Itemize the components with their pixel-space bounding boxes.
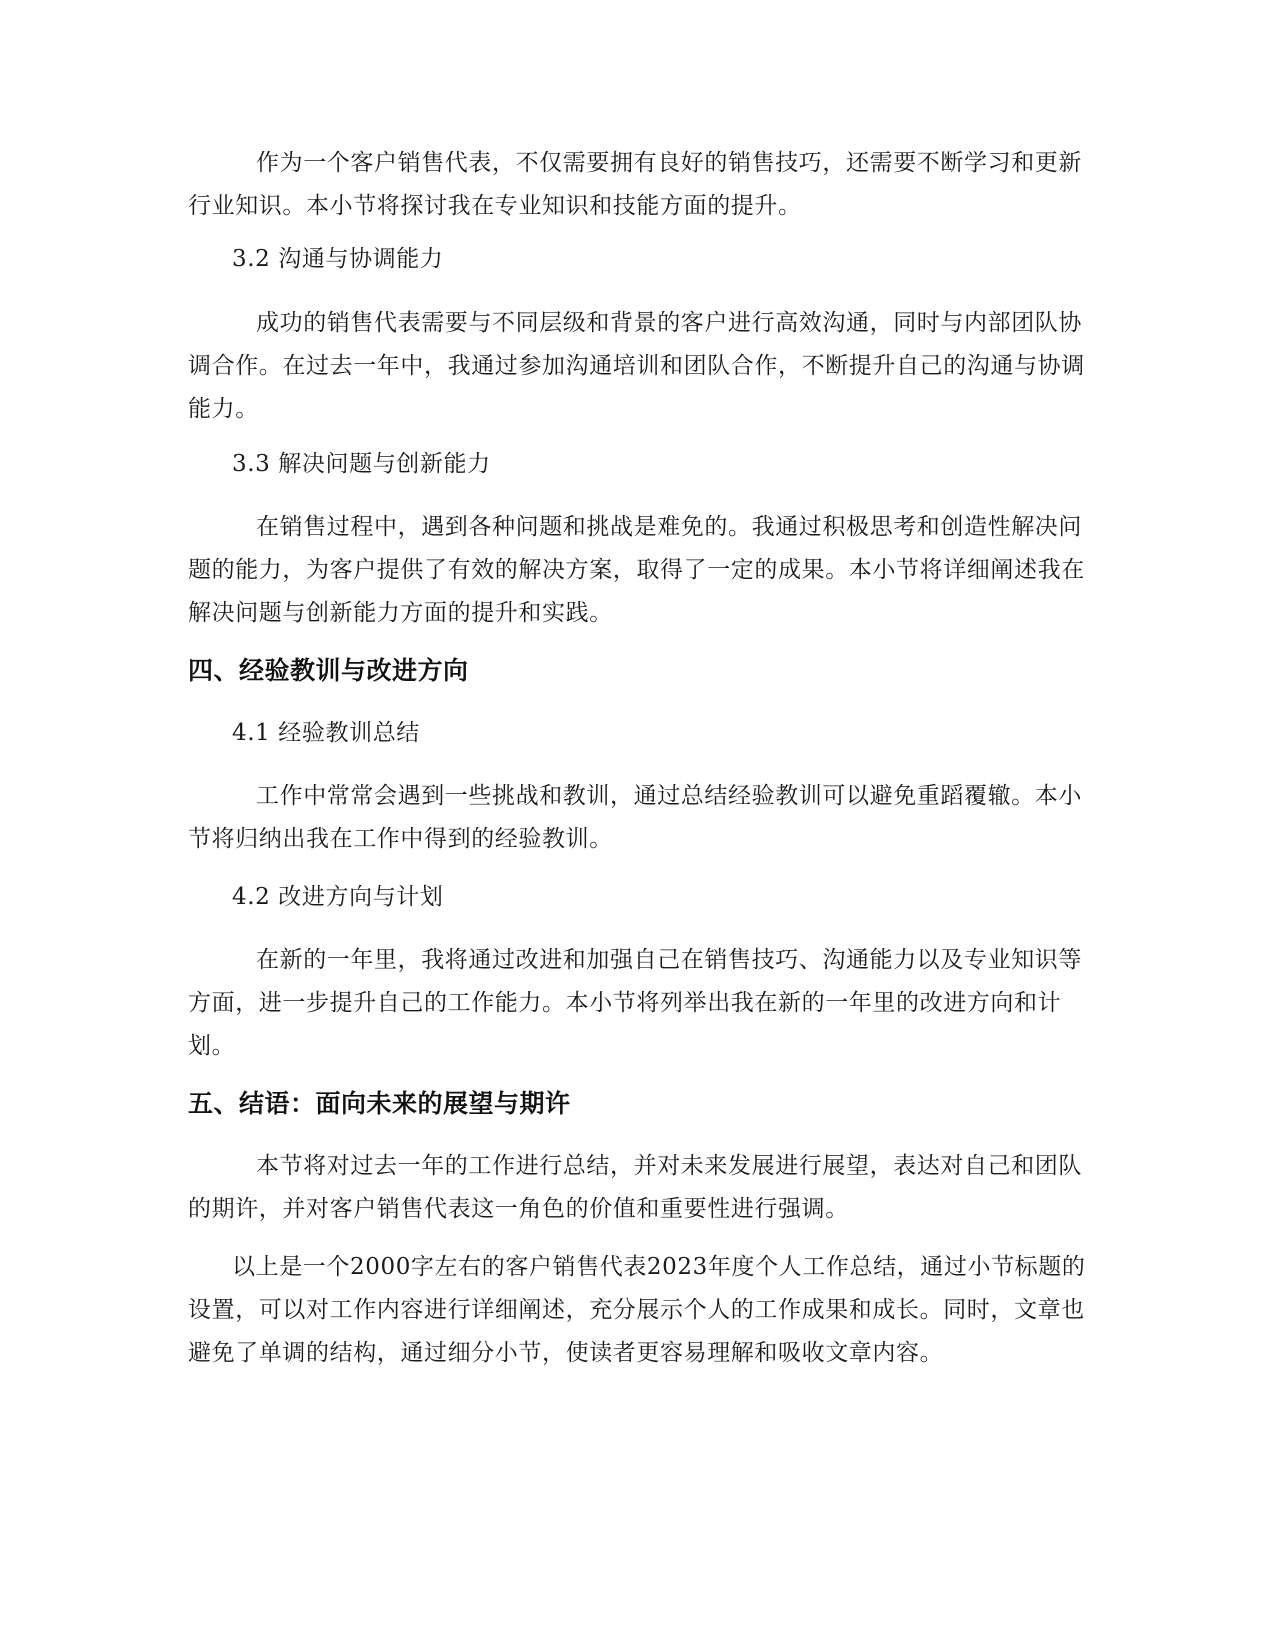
paragraph-problem-solving: 在销售过程中，遇到各种问题和挑战是难免的。我通过积极思考和创造性解决问题的能力，为客户提供了有效的解决方案，取得了一定的成果。本小节将详细阐述我在解决问题与创新能力方面的提升和实践。 [188, 514, 1085, 626]
paragraph-improvement-plan: 在新的一年里，我将通过改进和加强自己在销售技巧、沟通能力以及专业知识等方面，进一步提升自己的工作能力。本小节将列举出我在新的一年里的改进方向和计划。 [188, 947, 1082, 1059]
section-heading-4: 四、经验教训与改进方向 [188, 656, 469, 685]
paragraph-professional-knowledge: 作为一个客户销售代表，不仅需要拥有良好的销售技巧，还需要不断学习和更新行业知识。本小节将探讨我在专业知识和技能方面的提升。 [188, 150, 1082, 219]
paragraph-summary-note: 以上是一个2000字左右的客户销售代表2023年度个人工作总结，通过小节标题的设置，可以对工作内容进行详细阐述，充分展示个人的工作成果和成长。同时，文章也避免了单调的结构，通过细分小节，使读者更容易理解和吸收文章内容。 [188, 1254, 1086, 1366]
subheading-4-2: 4.2 改进方向与计划 [232, 884, 444, 910]
paragraph-lessons: 工作中常常会遇到一些挑战和教训，通过总结经验教训可以避免重蹈覆辙。本小节将归纳出我在工作中得到的经验教训。 [188, 783, 1082, 852]
subheading-4-1: 4.1 经验教训总结 [232, 720, 420, 746]
paragraph-conclusion: 本节将对过去一年的工作进行总结，并对未来发展进行展望，表达对自己和团队的期许，并对客户销售代表这一角色的价值和重要性进行强调。 [188, 1153, 1082, 1222]
subheading-3-2: 3.2 沟通与协调能力 [232, 246, 444, 272]
subheading-3-3: 3.3 解决问题与创新能力 [232, 451, 491, 477]
paragraph-communication: 成功的销售代表需要与不同层级和背景的客户进行高效沟通，同时与内部团队协调合作。在过去一年中，我通过参加沟通培训和团队合作，不断提升自己的沟通与协调能力。 [188, 310, 1085, 422]
section-heading-5: 五、结语：面向未来的展望与期许 [188, 1089, 571, 1118]
